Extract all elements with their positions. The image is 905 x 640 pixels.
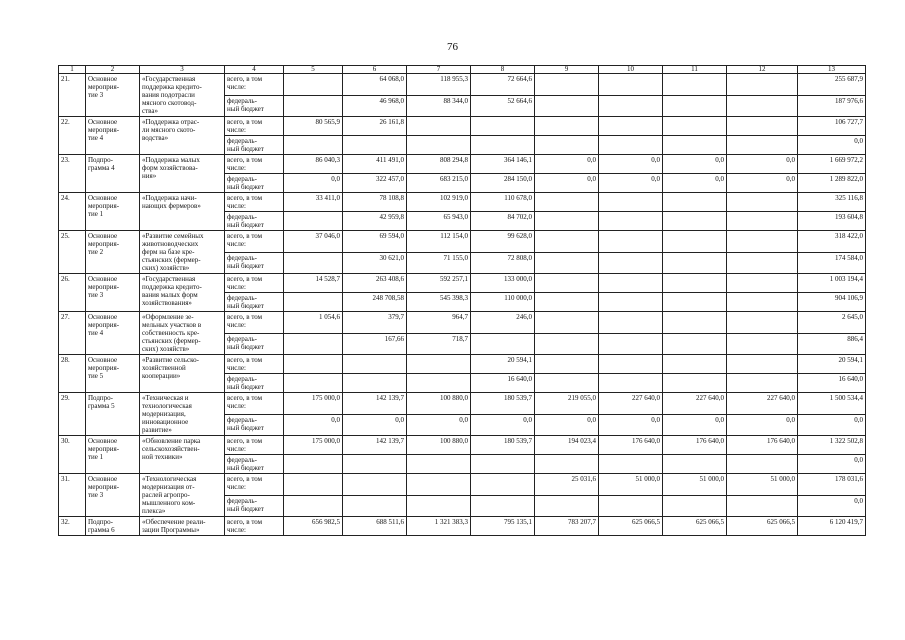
amount-cell: 0,0: [727, 174, 798, 193]
amount-cell: [663, 212, 727, 231]
column-header: 3: [140, 66, 225, 74]
row-type: Основное мероприя- тие 1: [86, 436, 140, 474]
amount-cell: 1 669 972,2: [798, 155, 866, 174]
amount-cell: 88 344,0: [407, 95, 471, 117]
table-row: [59, 155, 866, 174]
amount-cell: 0,0: [663, 414, 727, 436]
amount-cell: 0,0: [798, 414, 866, 436]
table-row: [59, 436, 866, 455]
amount-cell: 72 664,6: [471, 74, 535, 96]
table-row: [59, 312, 866, 334]
row-number: 32.: [59, 517, 86, 536]
column-header: 1: [59, 66, 86, 74]
amount-cell: [535, 136, 599, 155]
row-name: «Развитие семейных животноводческих ферм на базе кре- стьянских (фермер- ских) хозяйств»: [140, 231, 225, 274]
amount-cell: 167,66: [343, 333, 407, 355]
amount-cell: 100 880,0: [407, 393, 471, 415]
amount-cell: 20 594,1: [798, 355, 866, 374]
amount-cell: 1 321 383,3: [407, 517, 471, 536]
amount-cell: [284, 333, 343, 355]
amount-cell: 0,0: [727, 414, 798, 436]
amount-cell: 0,0: [284, 174, 343, 193]
amount-cell: [663, 95, 727, 117]
amount-cell: 1 322 502,8: [798, 436, 866, 455]
amount-cell: 46 968,0: [343, 95, 407, 117]
column-header: 9: [535, 66, 599, 74]
amount-cell: 25 031,6: [535, 474, 599, 496]
amount-cell: 255 687,9: [798, 74, 866, 96]
table-row: [59, 74, 866, 96]
column-header: 8: [471, 66, 535, 74]
amount-cell: [599, 333, 663, 355]
row-name: «Технологическая модернизация от- раслей агропро- мышленного ком- плекса»: [140, 474, 225, 517]
column-header: 11: [663, 66, 727, 74]
funding-source: федераль- ный бюджет: [225, 374, 284, 393]
funding-source: всего, в том числе:: [225, 155, 284, 174]
amount-cell: [284, 455, 343, 474]
row-name: «Обеспечение реали- зации Программы»: [140, 517, 225, 536]
column-header: 13: [798, 66, 866, 74]
funding-source: всего, в том числе:: [225, 312, 284, 334]
amount-cell: [663, 274, 727, 293]
column-header: 5: [284, 66, 343, 74]
amount-cell: 52 664,6: [471, 95, 535, 117]
amount-cell: [407, 136, 471, 155]
table-row: [59, 393, 866, 415]
amount-cell: [407, 117, 471, 136]
row-number: 27.: [59, 312, 86, 355]
row-name: «Развитие сельско- хозяйственной кооперации»: [140, 355, 225, 393]
amount-cell: [284, 495, 343, 517]
amount-cell: [471, 455, 535, 474]
amount-cell: [407, 355, 471, 374]
funding-source: федераль- ный бюджет: [225, 252, 284, 274]
amount-cell: [727, 293, 798, 312]
amount-cell: [343, 136, 407, 155]
table-row: [59, 517, 866, 536]
row-name: «Поддержка начи- нающих фермеров»: [140, 193, 225, 231]
amount-cell: [599, 95, 663, 117]
amount-cell: 176 640,0: [663, 436, 727, 455]
amount-cell: [663, 374, 727, 393]
column-header: 6: [343, 66, 407, 74]
amount-cell: 625 066,5: [727, 517, 798, 536]
row-type: Подпро- грамма 6: [86, 517, 140, 536]
amount-cell: [663, 231, 727, 253]
amount-cell: 20 594,1: [471, 355, 535, 374]
amount-cell: 86 040,3: [284, 155, 343, 174]
amount-cell: [284, 136, 343, 155]
funding-source: федераль- ный бюджет: [225, 136, 284, 155]
amount-cell: 174 584,0: [798, 252, 866, 274]
amount-cell: 227 640,0: [727, 393, 798, 415]
table-row: [59, 355, 866, 374]
amount-cell: [535, 274, 599, 293]
amount-cell: 84 702,0: [471, 212, 535, 231]
column-header: 4: [225, 66, 284, 74]
amount-cell: [535, 212, 599, 231]
amount-cell: [284, 293, 343, 312]
column-header: 2: [86, 66, 140, 74]
row-type: Основное мероприя- тие 3: [86, 474, 140, 517]
amount-cell: [407, 495, 471, 517]
row-number: 23.: [59, 155, 86, 193]
amount-cell: [535, 95, 599, 117]
column-header: 12: [727, 66, 798, 74]
amount-cell: [599, 293, 663, 312]
amount-cell: [407, 455, 471, 474]
amount-cell: 100 880,0: [407, 436, 471, 455]
amount-cell: 133 000,0: [471, 274, 535, 293]
amount-cell: [663, 193, 727, 212]
amount-cell: [284, 95, 343, 117]
amount-cell: 1 289 822,0: [798, 174, 866, 193]
page-number: 76: [447, 41, 458, 53]
amount-cell: [727, 455, 798, 474]
amount-cell: 194 023,4: [535, 436, 599, 455]
amount-cell: [284, 474, 343, 496]
amount-cell: 227 640,0: [599, 393, 663, 415]
amount-cell: 263 408,6: [343, 274, 407, 293]
amount-cell: 2 645,0: [798, 312, 866, 334]
amount-cell: [727, 193, 798, 212]
amount-cell: 175 000,0: [284, 393, 343, 415]
amount-cell: 176 640,0: [727, 436, 798, 455]
column-header: 7: [407, 66, 471, 74]
amount-cell: 180 539,7: [471, 436, 535, 455]
amount-cell: 65 943,0: [407, 212, 471, 231]
funding-source: всего, в том числе:: [225, 517, 284, 536]
row-number: 25.: [59, 231, 86, 274]
funding-source: всего, в том числе:: [225, 274, 284, 293]
amount-cell: [535, 193, 599, 212]
row-name: «Поддержка малых форм хозяйствова- ния»: [140, 155, 225, 193]
row-type: Основное мероприя- тие 1: [86, 193, 140, 231]
amount-cell: [727, 274, 798, 293]
amount-cell: [284, 252, 343, 274]
amount-cell: [663, 355, 727, 374]
amount-cell: [599, 312, 663, 334]
amount-cell: 0,0: [535, 174, 599, 193]
amount-cell: 325 116,8: [798, 193, 866, 212]
amount-cell: [727, 252, 798, 274]
amount-cell: 0,0: [599, 174, 663, 193]
amount-cell: 0,0: [727, 155, 798, 174]
amount-cell: 51 000,0: [727, 474, 798, 496]
amount-cell: 0,0: [284, 414, 343, 436]
amount-cell: 904 106,9: [798, 293, 866, 312]
amount-cell: [599, 74, 663, 96]
amount-cell: 26 161,8: [343, 117, 407, 136]
amount-cell: 175 000,0: [284, 436, 343, 455]
amount-cell: [663, 74, 727, 96]
row-number: 22.: [59, 117, 86, 155]
table-row: [59, 474, 866, 496]
row-number: 21.: [59, 74, 86, 117]
amount-cell: 42 959,8: [343, 212, 407, 231]
row-number: 24.: [59, 193, 86, 231]
amount-cell: 176 640,0: [599, 436, 663, 455]
amount-cell: [535, 293, 599, 312]
funding-source: федераль- ный бюджет: [225, 455, 284, 474]
amount-cell: [284, 374, 343, 393]
amount-cell: [343, 355, 407, 374]
amount-cell: [471, 333, 535, 355]
row-name: «Техническая и технологическая модернизация, инновационное развитие»: [140, 393, 225, 436]
funding-source: всего, в том числе:: [225, 74, 284, 96]
amount-cell: 112 154,0: [407, 231, 471, 253]
amount-cell: 80 565,9: [284, 117, 343, 136]
amount-cell: 78 108,8: [343, 193, 407, 212]
amount-cell: [599, 117, 663, 136]
amount-cell: [599, 374, 663, 393]
row-type: Основное мероприя- тие 2: [86, 231, 140, 274]
table-row: [59, 274, 866, 293]
funding-source: всего, в том числе:: [225, 474, 284, 496]
amount-cell: 318 422,0: [798, 231, 866, 253]
amount-cell: 71 155,0: [407, 252, 471, 274]
funding-source: федераль- ный бюджет: [225, 212, 284, 231]
amount-cell: 688 511,6: [343, 517, 407, 536]
row-name: «Оформление зе- мельных участков в собственность кре- стьянских (фермер- ских) хозяйств»: [140, 312, 225, 355]
row-name: «Государственная поддержка кредито- вания малых форм хозяйствования»: [140, 274, 225, 312]
amount-cell: 0,0: [798, 495, 866, 517]
row-type: Подпро- грамма 5: [86, 393, 140, 436]
funding-source: федераль- ный бюджет: [225, 333, 284, 355]
amount-cell: [727, 212, 798, 231]
amount-cell: [471, 136, 535, 155]
amount-cell: 1 003 194,4: [798, 274, 866, 293]
row-type: Основное мероприя- тие 3: [86, 274, 140, 312]
amount-cell: 69 594,0: [343, 231, 407, 253]
amount-cell: 656 982,5: [284, 517, 343, 536]
amount-cell: [727, 312, 798, 334]
amount-cell: 1 500 534,4: [798, 393, 866, 415]
amount-cell: [599, 212, 663, 231]
row-number: 28.: [59, 355, 86, 393]
amount-cell: 0,0: [599, 155, 663, 174]
amount-cell: 0,0: [343, 414, 407, 436]
amount-cell: [343, 474, 407, 496]
amount-cell: [727, 355, 798, 374]
amount-cell: 64 068,0: [343, 74, 407, 96]
amount-cell: 545 398,3: [407, 293, 471, 312]
amount-cell: 99 628,0: [471, 231, 535, 253]
funding-source: федераль- ный бюджет: [225, 414, 284, 436]
amount-cell: [727, 117, 798, 136]
amount-cell: [535, 355, 599, 374]
amount-cell: [663, 495, 727, 517]
amount-cell: 219 055,0: [535, 393, 599, 415]
amount-cell: [663, 293, 727, 312]
amount-cell: [343, 495, 407, 517]
amount-cell: [407, 474, 471, 496]
amount-cell: 808 294,8: [407, 155, 471, 174]
amount-cell: [663, 136, 727, 155]
amount-cell: 14 528,7: [284, 274, 343, 293]
amount-cell: 51 000,0: [599, 474, 663, 496]
amount-cell: 0,0: [407, 414, 471, 436]
amount-cell: [535, 455, 599, 474]
amount-cell: [599, 231, 663, 253]
row-name: «Государственная поддержка кредито- вания подотрасли мясного скотовод- ства»: [140, 74, 225, 117]
amount-cell: [599, 252, 663, 274]
amount-cell: 322 457,0: [343, 174, 407, 193]
amount-cell: 411 491,0: [343, 155, 407, 174]
amount-cell: 142 139,7: [343, 393, 407, 415]
amount-cell: 0,0: [599, 414, 663, 436]
amount-cell: [535, 117, 599, 136]
amount-cell: [471, 474, 535, 496]
amount-cell: 1 054,6: [284, 312, 343, 334]
amount-cell: [727, 495, 798, 517]
amount-cell: [284, 355, 343, 374]
amount-cell: 0,0: [471, 414, 535, 436]
amount-cell: 0,0: [663, 155, 727, 174]
row-type: Основное мероприя- тие 4: [86, 312, 140, 355]
funding-source: федераль- ный бюджет: [225, 293, 284, 312]
amount-cell: 0,0: [798, 455, 866, 474]
table-header-row: [59, 66, 866, 74]
amount-cell: [727, 136, 798, 155]
budget-table: [58, 65, 866, 536]
row-type: Подпро- грамма 4: [86, 155, 140, 193]
amount-cell: [663, 312, 727, 334]
amount-cell: [663, 117, 727, 136]
amount-cell: [663, 252, 727, 274]
amount-cell: [599, 193, 663, 212]
funding-source: всего, в том числе:: [225, 355, 284, 374]
amount-cell: [535, 374, 599, 393]
amount-cell: 6 120 419,7: [798, 517, 866, 536]
amount-cell: 37 046,0: [284, 231, 343, 253]
amount-cell: [535, 252, 599, 274]
funding-source: всего, в том числе:: [225, 393, 284, 415]
amount-cell: [599, 136, 663, 155]
funding-source: всего, в том числе:: [225, 436, 284, 455]
amount-cell: 16 640,0: [471, 374, 535, 393]
row-number: 31.: [59, 474, 86, 517]
amount-cell: [535, 231, 599, 253]
amount-cell: 683 215,0: [407, 174, 471, 193]
amount-cell: [471, 117, 535, 136]
amount-cell: [727, 374, 798, 393]
row-type: Основное мероприя- тие 4: [86, 117, 140, 155]
amount-cell: 0,0: [663, 174, 727, 193]
amount-cell: 246,0: [471, 312, 535, 334]
amount-cell: 180 539,7: [471, 393, 535, 415]
amount-cell: [535, 495, 599, 517]
funding-source: всего, в том числе:: [225, 231, 284, 253]
amount-cell: 193 604,8: [798, 212, 866, 231]
amount-cell: 783 207,7: [535, 517, 599, 536]
row-type: Основное мероприя- тие 3: [86, 74, 140, 117]
amount-cell: 592 257,1: [407, 274, 471, 293]
funding-source: всего, в том числе:: [225, 193, 284, 212]
table-row: [59, 117, 866, 136]
amount-cell: 110 678,0: [471, 193, 535, 212]
amount-cell: [599, 455, 663, 474]
amount-cell: 248 708,58: [343, 293, 407, 312]
amount-cell: 16 640,0: [798, 374, 866, 393]
funding-source: всего, в том числе:: [225, 117, 284, 136]
amount-cell: 964,7: [407, 312, 471, 334]
amount-cell: 51 000,0: [663, 474, 727, 496]
funding-source: федераль- ный бюджет: [225, 95, 284, 117]
amount-cell: [535, 333, 599, 355]
amount-cell: 0,0: [535, 414, 599, 436]
amount-cell: [284, 74, 343, 96]
amount-cell: [727, 333, 798, 355]
amount-cell: [343, 374, 407, 393]
amount-cell: 0,0: [535, 155, 599, 174]
amount-cell: 106 727,7: [798, 117, 866, 136]
row-name: «Обновление парка сельскохозяйствен- ной техники»: [140, 436, 225, 474]
amount-cell: 187 976,6: [798, 95, 866, 117]
amount-cell: [727, 231, 798, 253]
column-header: 10: [599, 66, 663, 74]
amount-cell: 118 955,3: [407, 74, 471, 96]
amount-cell: [727, 74, 798, 96]
amount-cell: 30 621,0: [343, 252, 407, 274]
amount-cell: [343, 455, 407, 474]
amount-cell: [407, 374, 471, 393]
amount-cell: [471, 495, 535, 517]
amount-cell: 33 411,0: [284, 193, 343, 212]
amount-cell: 625 066,5: [663, 517, 727, 536]
amount-cell: [663, 333, 727, 355]
amount-cell: 379,7: [343, 312, 407, 334]
amount-cell: 795 135,1: [471, 517, 535, 536]
amount-cell: [535, 312, 599, 334]
amount-cell: 72 808,0: [471, 252, 535, 274]
row-type: Основное мероприя- тие 5: [86, 355, 140, 393]
funding-source: федераль- ный бюджет: [225, 174, 284, 193]
amount-cell: [663, 455, 727, 474]
table-row: [59, 193, 866, 212]
amount-cell: [727, 95, 798, 117]
row-number: 26.: [59, 274, 86, 312]
amount-cell: [284, 212, 343, 231]
table-row: [59, 231, 866, 253]
amount-cell: 227 640,0: [663, 393, 727, 415]
amount-cell: 364 146,1: [471, 155, 535, 174]
amount-cell: 625 066,5: [599, 517, 663, 536]
amount-cell: 178 031,6: [798, 474, 866, 496]
row-number: 29.: [59, 393, 86, 436]
amount-cell: [599, 495, 663, 517]
amount-cell: 886,4: [798, 333, 866, 355]
amount-cell: 284 150,0: [471, 174, 535, 193]
amount-cell: [599, 274, 663, 293]
funding-source: федераль- ный бюджет: [225, 495, 284, 517]
amount-cell: 102 919,0: [407, 193, 471, 212]
row-number: 30.: [59, 436, 86, 474]
amount-cell: 110 000,0: [471, 293, 535, 312]
amount-cell: [535, 74, 599, 96]
amount-cell: 142 139,7: [343, 436, 407, 455]
row-name: «Поддержка отрас- ли мясного ското- водства»: [140, 117, 225, 155]
amount-cell: [599, 355, 663, 374]
amount-cell: 0,0: [798, 136, 866, 155]
amount-cell: 718,7: [407, 333, 471, 355]
